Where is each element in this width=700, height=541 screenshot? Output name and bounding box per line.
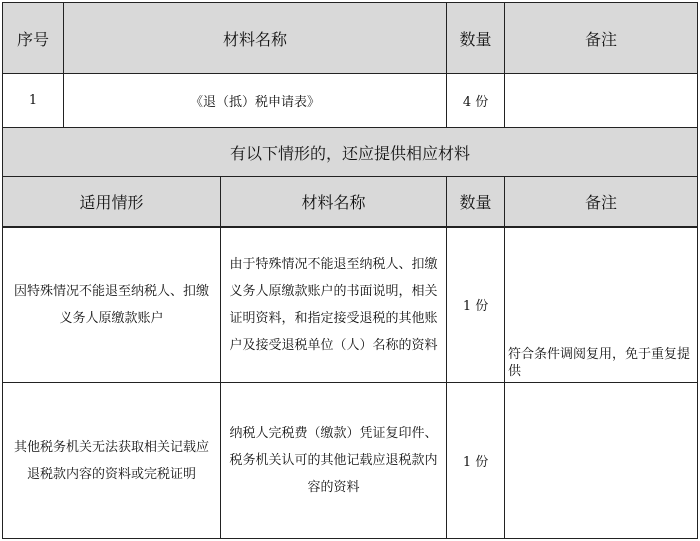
row-note	[505, 74, 698, 128]
header-note-2: 备注	[505, 177, 698, 227]
header-note: 备注	[505, 3, 698, 74]
header-material-name: 材料名称	[64, 3, 447, 74]
section-title: 有以下情形的，还应提供相应材料	[3, 128, 698, 177]
material-cell: 纳税人完税费（缴款）凭证复印件、税务机关认可的其他记载应退税款内容的资料	[221, 383, 447, 539]
header-material-name-2: 材料名称	[221, 177, 447, 227]
header-seq: 序号	[3, 3, 64, 74]
row-quantity: 4 份	[447, 74, 505, 128]
situation-cell: 因特殊情况不能退至纳税人、扣缴义务人原缴款账户	[3, 227, 221, 383]
material-cell: 由于特殊情况不能退至纳税人、扣缴义务人原缴款账户的书面说明，相关证明资料，和指定接受退税的其他账户及接受退税单位（人）名称的资料	[221, 227, 447, 383]
header-situation: 适用情形	[3, 177, 221, 227]
note-cell	[505, 383, 698, 539]
situation-cell: 其他税务机关无法获取相关记载应退税款内容的资料或完税证明	[3, 383, 221, 539]
header-quantity-2: 数量	[447, 177, 505, 227]
quantity-cell: 1 份	[447, 383, 505, 539]
row-material-name: 《退（抵）税申请表》	[64, 74, 447, 128]
note-cell: 符合条件调阅复用，免于重复提供	[505, 227, 698, 383]
materials-table	[2, 2, 698, 539]
header-quantity: 数量	[447, 3, 505, 74]
quantity-cell: 1 份	[447, 227, 505, 383]
row-seq: 1	[3, 74, 64, 128]
